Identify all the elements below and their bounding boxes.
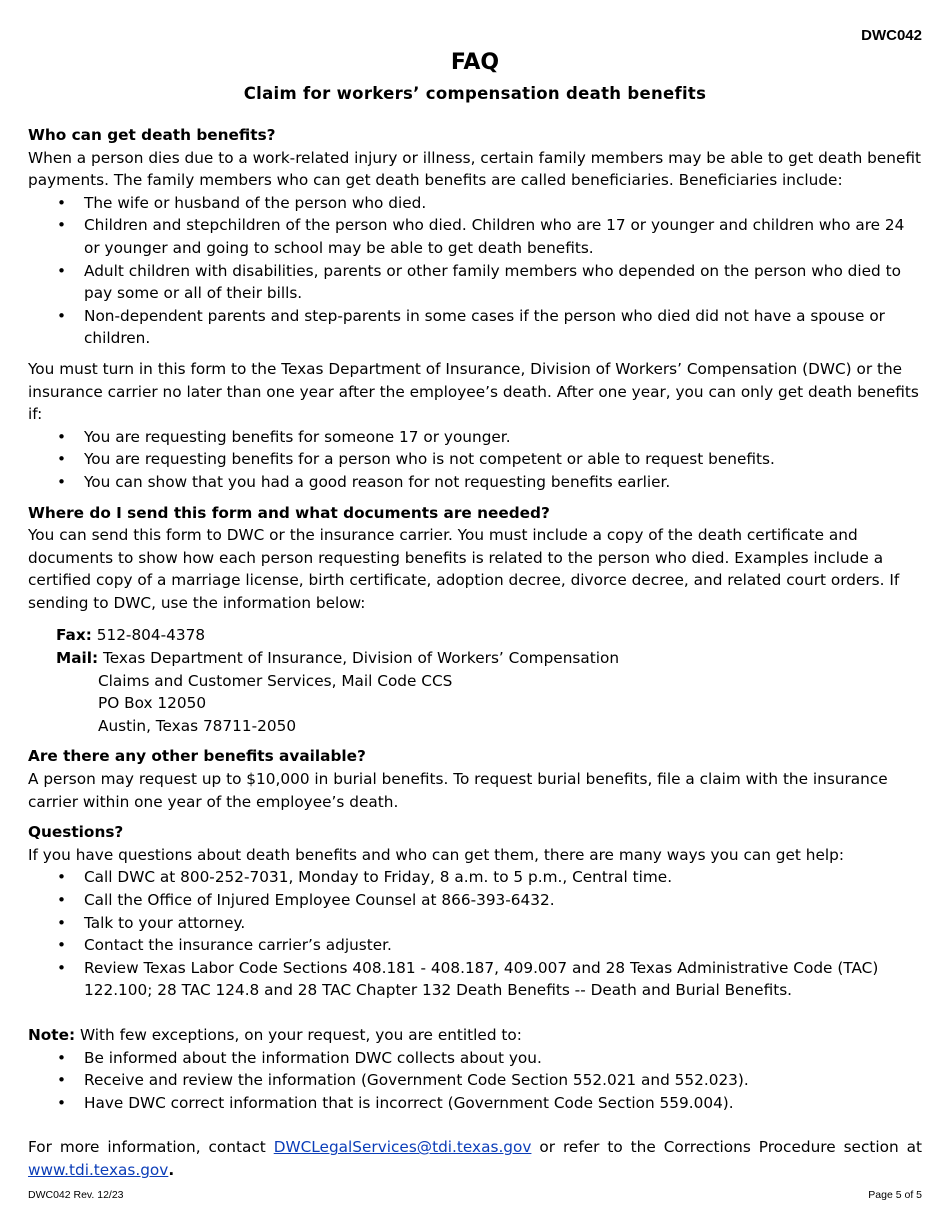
contact-block xyxy=(56,624,922,737)
list-item: • Talk to your attorney. xyxy=(28,912,922,935)
page-subtitle: Claim for workers’ compensation death benefits xyxy=(243,84,707,103)
list-item: • You are requesting benefits for a person who is not competent or able to request benefits. xyxy=(28,448,922,471)
footer-page-number: Page 5 of 5 xyxy=(868,1189,922,1201)
list-item: • Have DWC correct information that is incorrect (Government Code Section 559.004). xyxy=(28,1092,922,1115)
help-list xyxy=(28,866,922,1002)
paragraph: You must turn in this form to the Texas Department of Insurance, Division of Workers’ Compensation (DWC) or the insurance carrier no later than one year after the employee’s death. After one year, you can only get death benefits if: xyxy=(28,359,919,424)
section-note xyxy=(28,1024,922,1114)
list-item: • Call the Office of Injured Employee Counsel at 866-393-6432. xyxy=(28,889,922,912)
list-item: • Children and stepchildren of the person who died. Children who are 17 or younger and children who are 24 or younger and going to school may be able to get death benefits. xyxy=(28,214,922,259)
section-where-send xyxy=(28,502,922,738)
list-item: • Receive and review the information (Government Code Section 552.021 and 552.023). xyxy=(28,1069,922,1092)
email-link[interactable]: DWCLegalServices@tdi.texas.gov xyxy=(273,1138,532,1157)
mail-label: Mail: xyxy=(56,649,99,668)
note-label: Note: xyxy=(28,1025,76,1044)
list-item: • The wife or husband of the person who died. xyxy=(28,192,922,215)
mail-address-line: PO Box 12050 xyxy=(98,694,207,713)
section-heading: Where do I send this form and what documents are needed? xyxy=(28,503,550,522)
note-paragraph: Note: With few exceptions, on your request, you are entitled to: xyxy=(28,1025,522,1044)
rights-list xyxy=(28,1047,922,1115)
section-questions xyxy=(28,821,922,1002)
list-item: • Non-dependent parents and step-parents in some cases if the person who died did not have a spouse or children. xyxy=(28,305,922,350)
mail-address-line: Texas Department of Insurance, Division of Workers’ Compensation xyxy=(103,649,620,668)
list-item: • Adult children with disabilities, parents or other family members who depended on the person who died to pay some or all of their bills. xyxy=(28,260,922,305)
fax-line xyxy=(56,624,922,647)
list-item: • You are requesting benefits for someone 17 or younger. xyxy=(28,426,922,449)
section-heading: Questions? xyxy=(28,823,124,842)
website-link[interactable]: www.tdi.texas.gov xyxy=(28,1160,169,1179)
paragraph: You can send this form to DWC or the insurance carrier. You must include a copy of the death certificate and documents to show how each person requesting benefits is related to the person who died. Examples include a certified copy of a marriage license, birth certificate, adoption decree, divorce decree, and related court orders. If sending to DWC, use the information below: xyxy=(28,526,900,612)
list-item: • Contact the insurance carrier’s adjuster. xyxy=(28,934,922,957)
list-item: • Be informed about the information DWC collects about you. xyxy=(28,1047,922,1070)
section-heading: Are there any other benefits available? xyxy=(28,747,366,766)
page-title: FAQ xyxy=(450,50,500,75)
paragraph: If you have questions about death benefits and who can get them, there are many ways you can get help: xyxy=(28,845,845,864)
fax-number: 512-804-4378 xyxy=(96,626,206,645)
mail-line xyxy=(56,647,922,670)
section-heading: Who can get death benefits? xyxy=(28,126,276,144)
faq-content xyxy=(28,124,922,1182)
fax-label: Fax: xyxy=(56,626,92,645)
list-item: • You can show that you had a good reason for not requesting benefits earlier. xyxy=(28,471,922,494)
late-claim-list xyxy=(28,426,922,494)
form-id: DWC042 xyxy=(861,27,922,44)
list-item: • Call DWC at 800-252-7031, Monday to Friday, 8 a.m. to 5 p.m., Central time. xyxy=(28,866,922,889)
list-item: • Review Texas Labor Code Sections 408.181 - 408.187, 409.007 and 28 Texas Administrative Code (TAC) 122.100; 28 TAC 124.8 and 28 TAC Chapter 132 Death Benefits -- Death and Burial Benefits. xyxy=(28,957,922,1002)
section-who-can-get xyxy=(28,124,922,494)
mail-address-line: Austin, Texas 78711-2050 xyxy=(98,716,297,735)
paragraph: When a person dies due to a work-related injury or illness, certain family members may be able to get death benefit payments. The family members who can get death benefits are called beneficiaries. Beneficiaries include: xyxy=(28,148,922,190)
footer-revision: DWC042 Rev. 12/23 xyxy=(28,1189,124,1201)
mail-address-line: Claims and Customer Services, Mail Code CCS xyxy=(98,671,453,690)
beneficiaries-list xyxy=(28,192,922,350)
paragraph: A person may request up to $10,000 in burial benefits. To request burial benefits, file a claim with the insurance carrier within one year of the employee’s death. xyxy=(28,770,888,811)
more-info-paragraph: For more information, contact DWCLegalServices@tdi.texas.gov or refer to the Corrections Procedure section at www.tdi.texas.gov. xyxy=(28,1138,922,1179)
section-other-benefits xyxy=(28,745,922,813)
